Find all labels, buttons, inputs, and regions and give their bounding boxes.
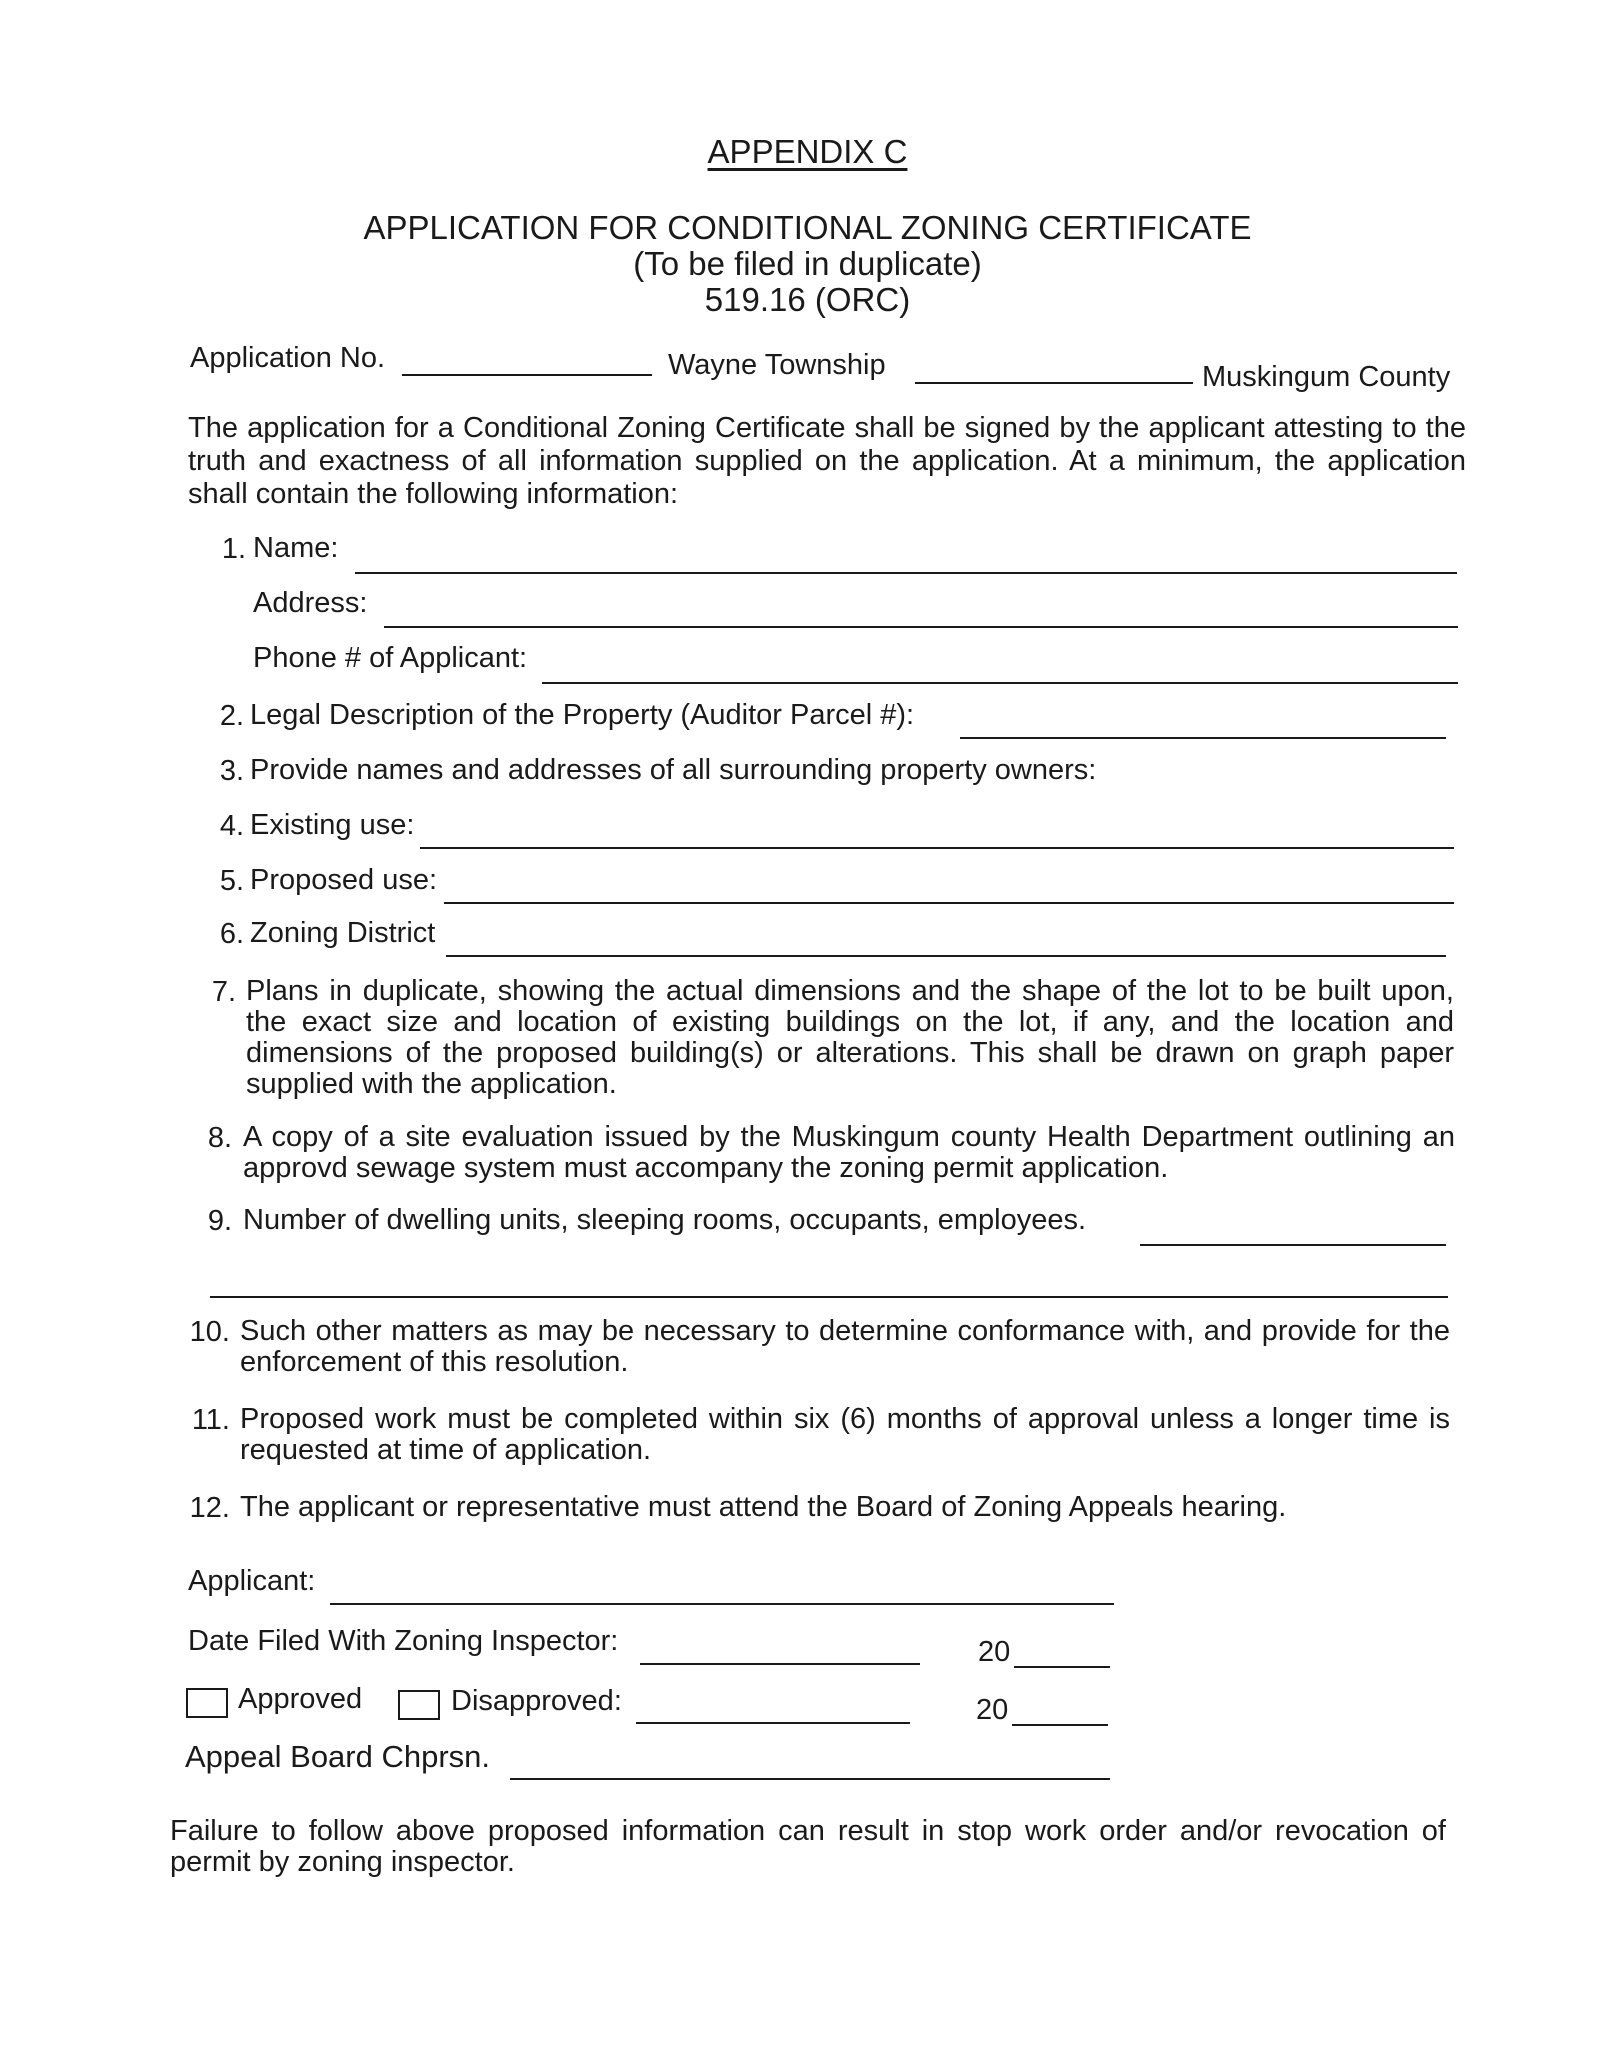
item-3-number: 3.	[219, 755, 244, 787]
date-filed-label: Date Filed With Zoning Inspector:	[188, 1625, 619, 1657]
year-decision-field[interactable]	[1012, 1724, 1108, 1726]
zoning-district-label: Zoning District	[250, 917, 436, 949]
application-no-field[interactable]	[402, 374, 652, 376]
item-9-number: 9.	[207, 1205, 232, 1237]
proposed-work-paragraph: Proposed work must be completed within six (6) months of approval unless a longer time is requested at time of application.	[240, 1403, 1450, 1466]
approved-checkbox[interactable]	[186, 1688, 228, 1718]
site-evaluation-paragraph: A copy of a site evaluation issued by the Muskingum county Health Department outlining an approvd sewage system must accompany the zoning permit application.	[243, 1121, 1455, 1184]
name-label: Name:	[253, 532, 339, 564]
dwelling-units-field-continued[interactable]	[210, 1296, 1448, 1298]
proposed-use-field[interactable]	[444, 902, 1454, 904]
footer-warning: Failure to follow above proposed information can result in stop work order and/or revocation of permit by zoning inspector.	[170, 1815, 1446, 1878]
item-1-number: 1.	[221, 533, 246, 565]
existing-use-label: Existing use:	[250, 809, 415, 841]
county-label: Muskingum County	[1202, 361, 1451, 393]
year-prefix-decision: 20	[976, 1694, 1009, 1726]
appendix-heading: APPENDIX C	[707, 133, 908, 170]
address-label: Address:	[253, 587, 368, 619]
name-field[interactable]	[355, 572, 1457, 574]
other-matters-paragraph: Such other matters as may be necessary to determine conformance with, and provide for the enforcement of this resolution.	[240, 1315, 1450, 1378]
approved-label: Approved	[238, 1683, 363, 1715]
attend-hearing-label: The applicant or representative must attend the Board of Zoning Appeals hearing.	[240, 1491, 1287, 1523]
appeal-board-label: Appeal Board Chprsn.	[185, 1739, 491, 1774]
item-6-number: 6.	[219, 918, 244, 950]
dwelling-units-field[interactable]	[1140, 1244, 1446, 1246]
phone-field[interactable]	[542, 682, 1458, 684]
item-12-number: 12.	[189, 1492, 230, 1524]
statute-reference: 519.16 (ORC)	[704, 281, 911, 318]
township-field[interactable]	[915, 382, 1193, 384]
zoning-district-field[interactable]	[446, 955, 1446, 957]
applicant-signature-field[interactable]	[330, 1603, 1114, 1605]
form-title: APPLICATION FOR CONDITIONAL ZONING CERTIFICATE	[363, 209, 1252, 246]
surrounding-owners-label: Provide names and addresses of all surrounding property owners:	[250, 754, 1097, 786]
item-2-number: 2.	[219, 700, 244, 732]
item-10-number: 10.	[189, 1316, 230, 1348]
applicant-label: Applicant:	[188, 1565, 316, 1597]
item-7-number: 7.	[211, 976, 236, 1008]
proposed-use-label: Proposed use:	[250, 864, 438, 896]
disapproved-label: Disapproved:	[451, 1685, 622, 1717]
item-8-number: 8.	[207, 1122, 232, 1154]
item-11-number: 11.	[191, 1404, 230, 1436]
application-no-label: Application No.	[190, 342, 386, 374]
year-prefix-date-filed: 20	[978, 1636, 1011, 1668]
dwelling-units-label: Number of dwelling units, sleeping rooms, occupants, employees.	[243, 1204, 1087, 1236]
legal-description-label: Legal Description of the Property (Auditor Parcel #):	[250, 699, 915, 731]
address-field[interactable]	[384, 626, 1458, 628]
disapproved-date-field[interactable]	[636, 1722, 910, 1724]
item-4-number: 4.	[219, 810, 244, 842]
item-5-number: 5.	[219, 865, 244, 897]
phone-label: Phone # of Applicant:	[253, 642, 528, 674]
year-date-filed-field[interactable]	[1014, 1666, 1110, 1668]
intro-paragraph: The application for a Conditional Zoning Certificate shall be signed by the applicant attesting to the truth and exactness of all information supplied on the application. At a minimum, the application shall contain the following information:	[188, 412, 1466, 510]
plans-paragraph: Plans in duplicate, showing the actual dimensions and the shape of the lot to be built upon, the exact size and location of existing buildings on the lot, if any, and the location and dimensions of the proposed building(s) or alterations. This shall be drawn on graph paper supplied with the application.	[246, 975, 1454, 1100]
township-label: Wayne Township	[668, 349, 886, 381]
appeal-board-signature-field[interactable]	[510, 1778, 1110, 1780]
date-filed-field[interactable]	[640, 1663, 920, 1665]
disapproved-checkbox[interactable]	[398, 1690, 440, 1720]
existing-use-field[interactable]	[420, 847, 1454, 849]
legal-description-field[interactable]	[960, 737, 1446, 739]
form-subtitle: (To be filed in duplicate)	[633, 245, 982, 282]
